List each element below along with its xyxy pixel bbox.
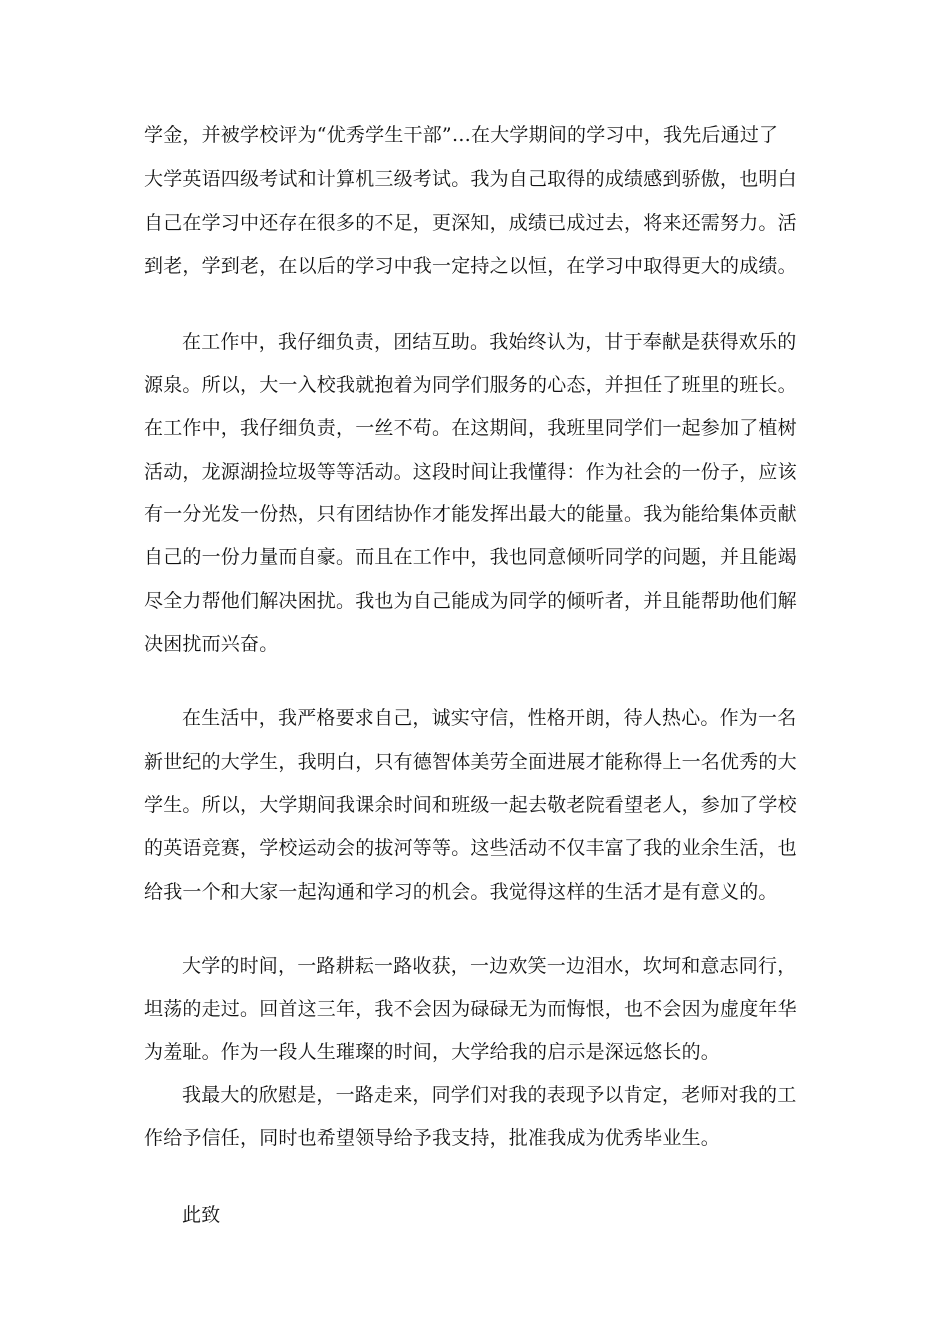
text-line: 在工作中，我仔细负责，团结互助。我始终认为，甘于奉献是获得欢乐的: [182, 331, 797, 353]
text-line: 决困扰而兴奋。: [144, 633, 279, 655]
text-line: 自己的一份力量而自豪。而且在工作中，我也同意倾听同学的问题，并且能竭: [144, 546, 797, 568]
text-line: 到老，学到老，在以后的学习中我一定持之以恒，在学习中取得更大的成绩。: [144, 255, 797, 277]
text-line: 有一分光发一份热，只有团结协作才能发挥出最大的能量。我为能给集体贡献: [144, 503, 797, 525]
text-line: 自己在学习中还存在很多的不足，更深知，成绩已成过去，将来还需努力。活: [144, 212, 797, 234]
text-line: 学生。所以，大学期间我课余时间和班级一起去敬老院看望老人，参加了学校: [144, 794, 797, 816]
text-line: 源泉。所以，大一入校我就抱着为同学们服务的心态，并担任了班里的班长。: [144, 374, 797, 396]
text-line: 活动，龙源湖捡垃圾等等活动。这段时间让我懂得：作为社会的一份子，应该: [144, 461, 797, 483]
text-line: 作给予信任，同时也希望领导给予我支持，批准我成为优秀毕业生。: [144, 1127, 721, 1149]
text-line: 我最大的欣慰是，一路走来，同学们对我的表现予以肯定，老师对我的工: [182, 1084, 797, 1106]
text-line: 在生活中，我严格要求自己，诚实守信，性格开朗，待人热心。作为一名: [182, 707, 797, 729]
text-line: 学金，并被学校评为“优秀学生干部”…在大学期间的学习中，我先后通过了: [144, 124, 779, 146]
text-line: 大学英语四级考试和计算机三级考试。我为自己取得的成绩感到骄傲，也明白: [144, 168, 797, 190]
text-line: 尽全力帮他们解决困扰。我也为自己能成为同学的倾听者，并且能帮助他们解: [144, 590, 797, 612]
text-line: 给我一个和大家一起沟通和学习的机会。我觉得这样的生活才是有意义的。: [144, 881, 778, 903]
text-line: 新世纪的大学生，我明白，只有德智体美劳全面进展才能称得上一名优秀的大: [144, 751, 797, 773]
closing-salutation: 此致: [182, 1204, 221, 1226]
text-line: 在工作中，我仔细负责，一丝不苟。在这期间，我班里同学们一起参加了植树: [144, 417, 797, 439]
text-line: 为羞耻。作为一段人生璀璨的时间，大学给我的启示是深远悠长的。: [144, 1041, 721, 1063]
text-line: 的英语竞赛，学校运动会的拔河等等。这些活动不仅丰富了我的业余生活，也: [144, 837, 797, 859]
text-line: 大学的时间，一路耕耘一路收获，一边欢笑一边泪水，坎坷和意志同行，: [182, 955, 797, 977]
text-line: 坦荡的走过。回首这三年，我不会因为碌碌无为而悔恨，也不会因为虚度年华: [144, 998, 797, 1020]
